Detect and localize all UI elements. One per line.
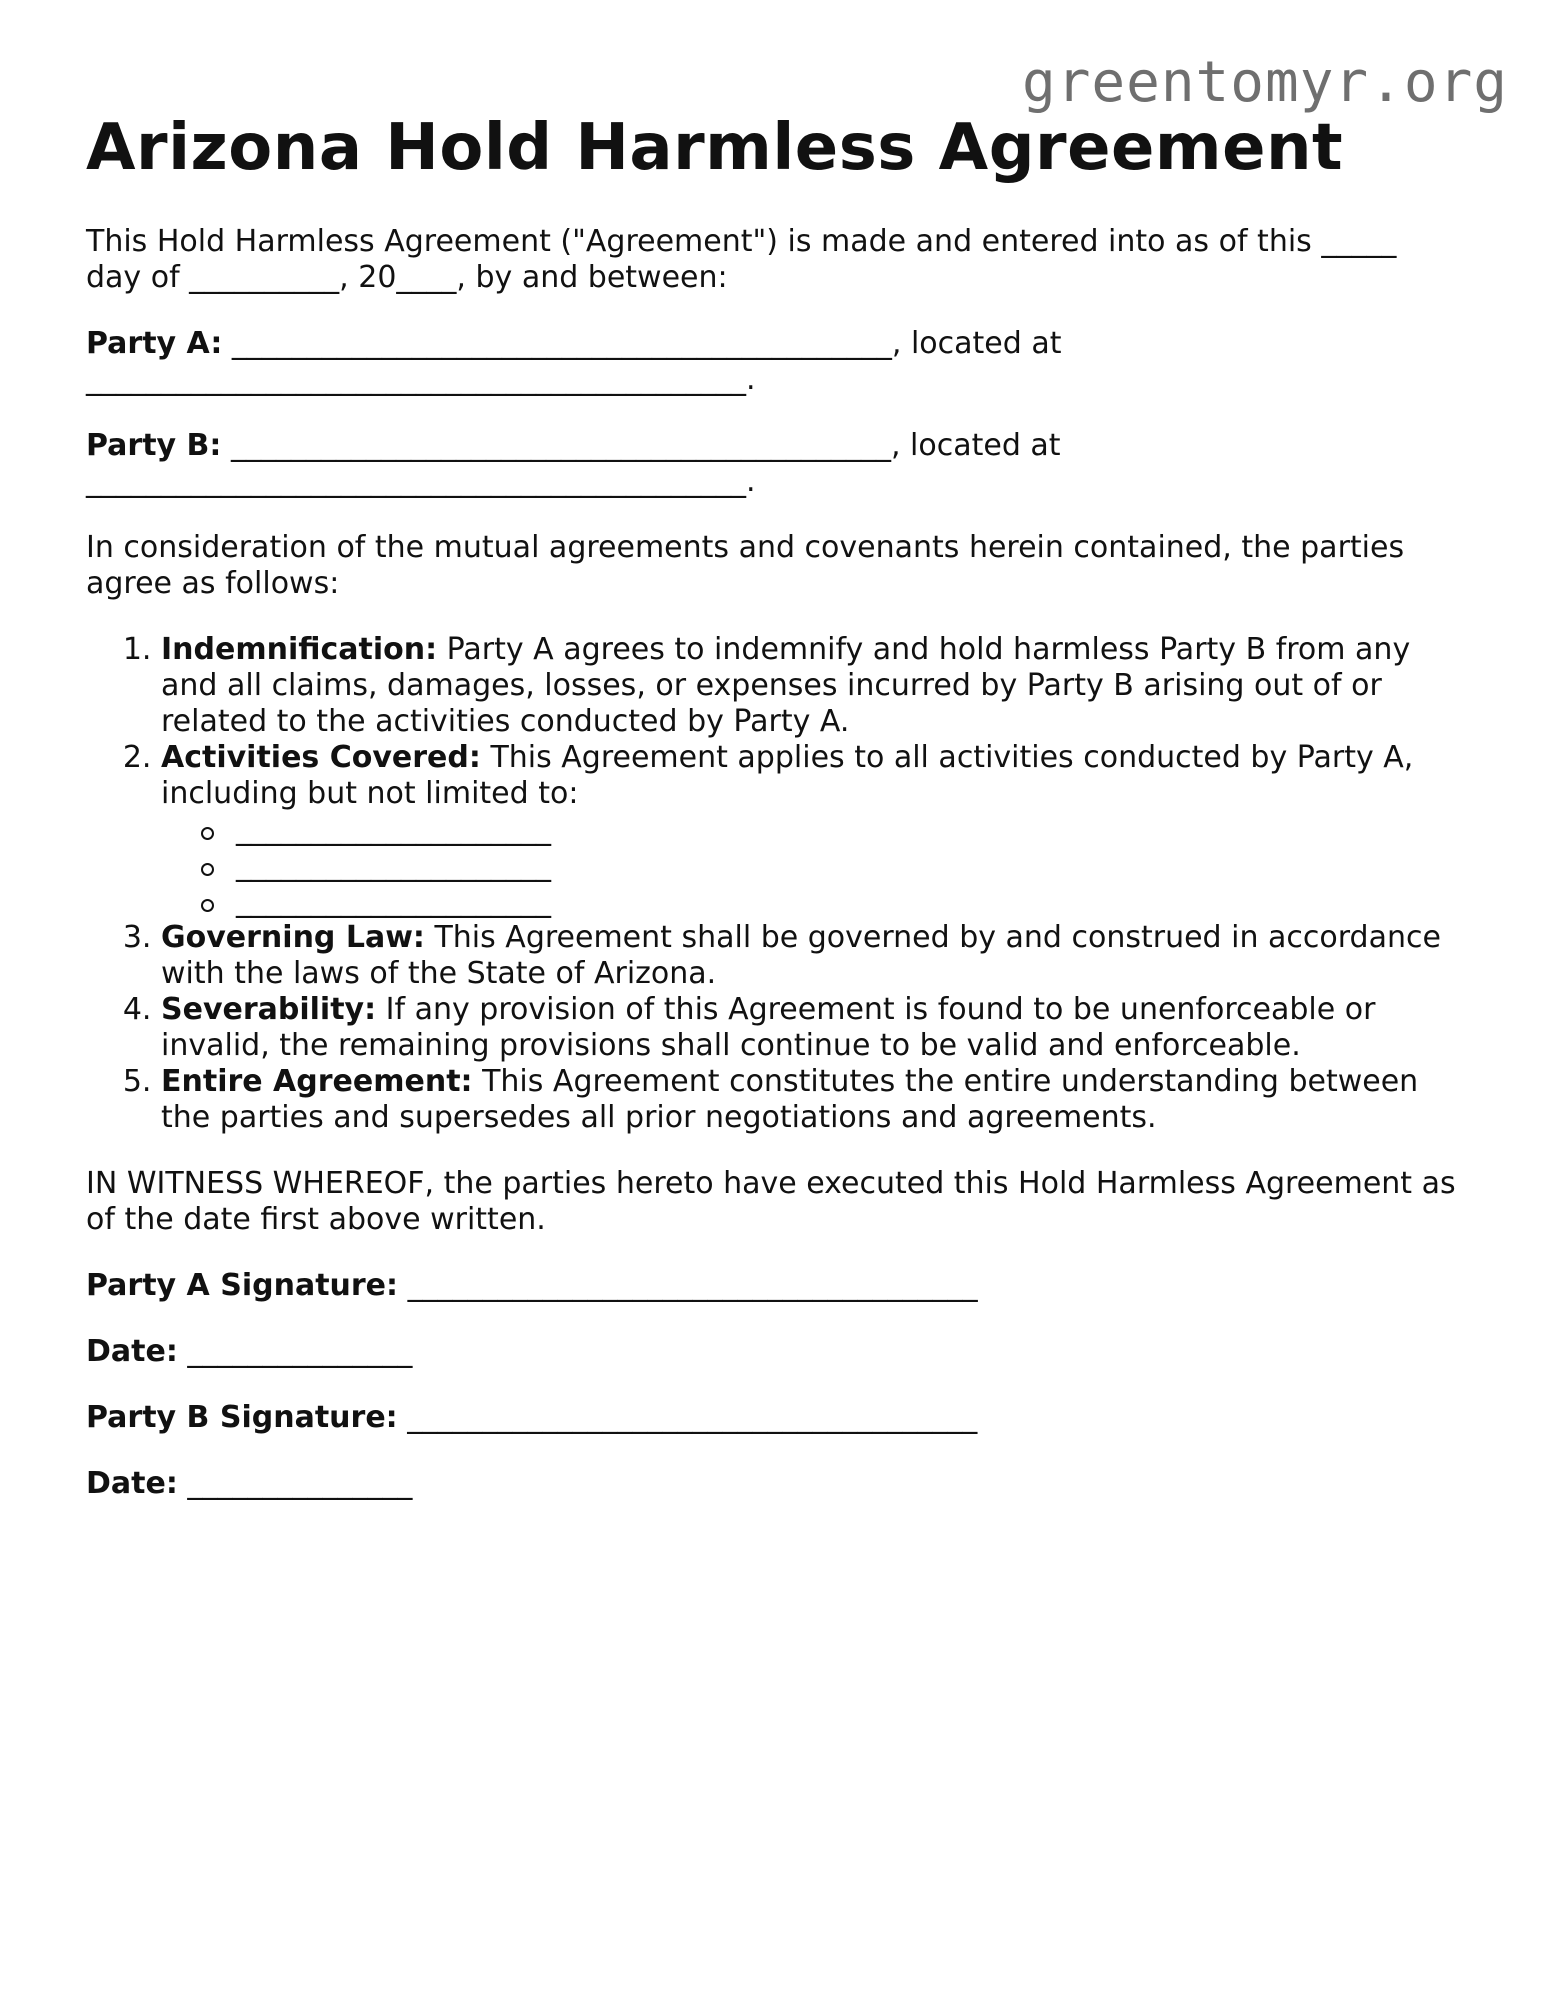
clause-heading: Governing Law: xyxy=(161,920,425,955)
clause-text: This Agreement constitutes the entire understanding between the parties and supersedes all prior negotiations and agreements. xyxy=(161,1064,1419,1135)
party-b-date-label: Date: xyxy=(86,1466,178,1501)
party-b-label: Party B: xyxy=(86,428,222,463)
watermark: greentomyr.org xyxy=(1021,50,1508,115)
document-page xyxy=(86,108,1476,1502)
clause-text: If any provision of this Agreement is found to be unenforceable or invalid, the remaining provisions shall continue to be valid and enforceable. xyxy=(161,992,1376,1063)
clause-text: This Agreement shall be governed by and construed in accordance with the laws of the State of Arizona. xyxy=(161,920,1441,991)
clause-heading: Activities Covered: xyxy=(161,740,481,775)
activities-blank-list xyxy=(161,812,1476,920)
clause-text: Party A agrees to indemnify and hold harmless Party B from any and all claims, damages, losses, or expenses incurred by Party B arising out of or related to the activities conducted by Party A. xyxy=(161,632,1411,739)
party-a-signature-blank: ______________________________________ xyxy=(407,1268,978,1303)
party-b-block xyxy=(86,428,1476,500)
intro-paragraph xyxy=(86,224,1476,296)
witness-paragraph: IN WITNESS WHEREOF, the parties hereto have executed this Hold Harmless Agreement as of the date first above written. xyxy=(86,1166,1456,1237)
party-b-signature-line xyxy=(86,1400,1476,1436)
clause-list xyxy=(86,632,1476,1136)
clause-item xyxy=(161,920,1476,992)
party-b-signature-blank: ______________________________________ xyxy=(407,1400,978,1435)
consideration-paragraph: In consideration of the mutual agreements and covenants herein contained, the parties agree as follows: xyxy=(86,530,1405,601)
clause-heading: Severability: xyxy=(161,992,377,1027)
party-a-name-blank: ____________________________________________, located at xyxy=(231,326,1062,361)
intro-line-2: day of __________, 20____, by and between: xyxy=(86,260,728,295)
clause-heading: Entire Agreement: xyxy=(161,1064,473,1099)
party-a-date-blank: _______________ xyxy=(187,1334,413,1369)
party-a-label: Party A: xyxy=(86,326,223,361)
document-title: Arizona Hold Harmless Agreement xyxy=(86,111,1344,185)
party-a-date-label: Date: xyxy=(86,1334,178,1369)
clause-item xyxy=(161,632,1476,740)
party-b-name-blank: ____________________________________________, located at xyxy=(230,428,1061,463)
party-b-signature-label: Party B Signature: xyxy=(86,1400,398,1435)
party-a-address-blank: ____________________________________________. xyxy=(86,362,756,397)
party-b-date-line xyxy=(86,1466,1476,1502)
activity-blank: _____________________ xyxy=(236,884,1476,920)
party-a-signature-line xyxy=(86,1268,1476,1304)
party-b-address-blank: ____________________________________________. xyxy=(86,464,756,499)
clause-item xyxy=(161,1064,1476,1136)
clause-text: This Agreement applies to all activities conducted by Party A, including but not limited to: xyxy=(161,740,1414,811)
clause-heading: Indemnification: xyxy=(161,632,438,667)
intro-line-1: This Hold Harmless Agreement ("Agreement") is made and entered into as of this _____ xyxy=(86,224,1397,259)
party-a-date-line xyxy=(86,1334,1476,1370)
party-a-signature-label: Party A Signature: xyxy=(86,1268,399,1303)
activity-blank: _____________________ xyxy=(236,848,1476,884)
activity-blank: _____________________ xyxy=(236,812,1476,848)
party-a-block xyxy=(86,326,1476,398)
party-b-date-blank: _______________ xyxy=(187,1466,413,1501)
clause-item xyxy=(161,740,1476,920)
clause-item xyxy=(161,992,1476,1064)
